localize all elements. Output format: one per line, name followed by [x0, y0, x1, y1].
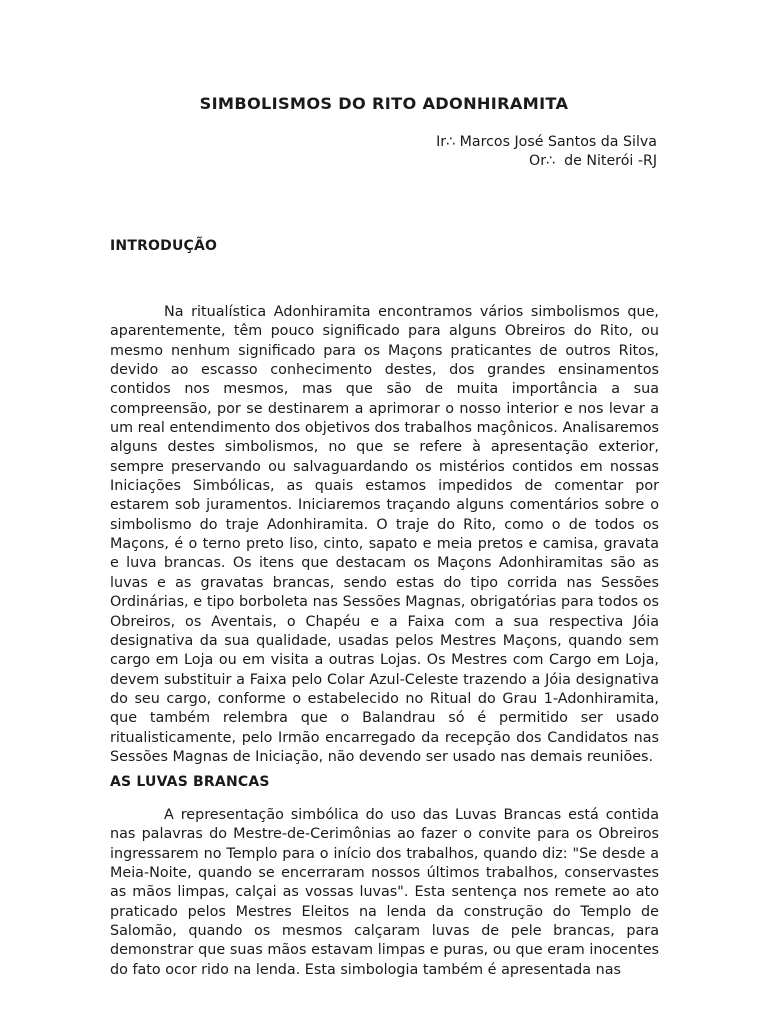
author-block [436, 133, 657, 171]
section-paragraph-luvas-brancas: A representação simbólica do uso das Luvas Brancas está contida nas palavras do Mestre-de-Cerimônias ao fazer o convite para os Obreiros ingressarem no Templo para o início dos trabalhos, quando diz: "Se desde a Meia-Noite, quando se encerraram nossos últimos trabalhos, conservastes as mãos limpas, calçai as vossas luvas". Esta sentença nos remete ao ato praticado pelos Mestres Eleitos na lenda da construção do Templo de Salomão, quando os mesmos calçaram luvas de pele brancas, para demonstrar que suas mãos estavam limpas e puras, ou que eram inocentes do fato ocor rido na lenda. Esta simbologia também é apresentada nas [110, 807, 659, 978]
section-heading-introducao: INTRODUÇÃO [110, 238, 218, 254]
author-name: Ir∴ Marcos José Santos da Silva [436, 134, 657, 150]
section-paragraph-introducao: Na ritualística Adonhiramita encontramos vários simbolismos que, aparentemente, têm pouco significado para alguns Obreiros do Rito, ou mesmo nenhum significado para os Maçons praticantes de outros Ritos, devido ao escasso conhecimento destes, dos grandes ensinamentos contidos nos mesmos, mas que são de muita importância a sua compreensão, por se destinarem a aprimorar o nosso interior e nos levar a um real entendimento dos objetivos dos trabalhos maçônicos. Analisaremos alguns destes simbolismos, no que se refere à apresentação exterior, sempre preservando ou salvaguardando os mistérios contidos em nossas Iniciações Simbólicas, as quais estamos impedidos de comentar por estarem sob juramentos. Iniciaremos traçando alguns comentários sobre o simbolismo do traje Adonhiramita. O traje do Rito, como o de todos os Maçons, é o terno preto liso, cinto, sapato e meia pretos e camisa, gravata e luva brancas. Os itens que destacam os Maçons Adonhiramitas são as luvas e as gravatas brancas, sendo estas do tipo corrida nas Sessões Ordinárias, e tipo borboleta nas Sessões Magnas, obrigatórias para todos os Obreiros, os Aventais, o Chapéu e a Faixa com a sua respectiva Jóia designativa da sua qualidade, usadas pelos Mestres Maçons, quando sem cargo em Loja ou em visita a outras Lojas. Os Mestres com Cargo em Loja, devem substituir a Faixa pelo Colar Azul-Celeste trazendo a Jóia designativa do seu cargo, conforme o estabelecido no Ritual do Grau 1-Adonhiramita, que também relembra que o Balandrau só é permitido ser usado ritualisticamente, pelo Irmão encarregado da recepção dos Candidatos nas Sessões Magnas de Iniciação, não devendo ser usado nas demais reuniões. [110, 304, 659, 765]
author-location: Or∴ de Niterói -RJ [529, 153, 657, 169]
document-title: SIMBOLISMOS DO RITO ADONHIRAMITA [199, 94, 569, 113]
section-heading-luvas-brancas: AS LUVAS BRANCAS [110, 774, 270, 790]
